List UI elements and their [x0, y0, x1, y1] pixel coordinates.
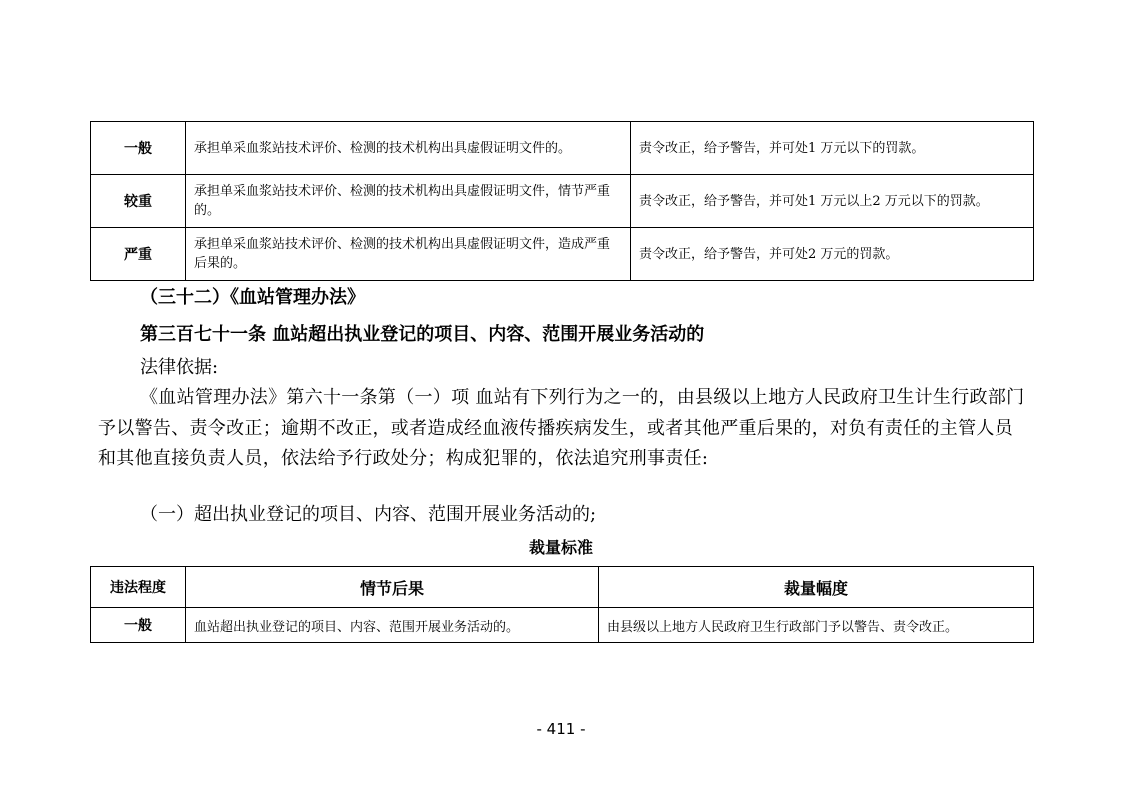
column-header-degree: 违法程度 — [91, 567, 186, 608]
penalty-cell: 责令改正，给予警告，并可处1 万元以上2 万元以下的罚款。 — [631, 175, 1034, 228]
penalty-table-continued — [90, 121, 1034, 281]
penalty-cell: 责令改正，给予警告，并可处2 万元的罚款。 — [631, 228, 1034, 281]
column-header-circumstance: 情节后果 — [186, 567, 599, 608]
article-heading: 第三百七十一条 血站超出执业登记的项目、内容、范围开展业务活动的 — [140, 324, 705, 345]
table-row — [91, 228, 1034, 281]
table-row — [91, 608, 1034, 643]
degree-cell: 一般 — [91, 122, 186, 175]
circumstance-cell: 承担单采血浆站技术评价、检测的技术机构出具虚假证明文件，情节严重的。 — [186, 175, 631, 228]
penalty-cell: 责令改正，给予警告，并可处1 万元以下的罚款。 — [631, 122, 1034, 175]
column-header-penalty: 裁量幅度 — [599, 567, 1034, 608]
penalty-cell: 由县级以上地方人民政府卫生行政部门予以警告、责令改正。 — [599, 608, 1034, 643]
item-one-text: （一）超出执业登记的项目、内容、范围开展业务活动的; — [140, 504, 597, 525]
circumstance-cell: 血站超出执业登记的项目、内容、范围开展业务活动的。 — [186, 608, 599, 643]
circumstance-cell: 承担单采血浆站技术评价、检测的技术机构出具虚假证明文件的。 — [186, 122, 631, 175]
degree-cell: 较重 — [91, 175, 186, 228]
legal-text-paragraph: 《血站管理办法》第六十一条第（一）项 血站有下列行为之一的，由县级以上地方人民政府卫生计生行政部门予以警告、责令改正；逾期不改正，或者造成经血液传播疾病发生，或者其他严重后果的，对负有责任的主管人员和其他直接负责人员，依法给予行政处分；构成犯罪的，依法追究刑事责任: — [98, 387, 1025, 469]
table-row — [91, 175, 1034, 228]
table-row — [91, 122, 1034, 175]
degree-cell: 一般 — [91, 608, 186, 643]
page-number: - 411 - — [536, 720, 586, 738]
circumstance-cell: 承担单采血浆站技术评价、检测的技术机构出具虚假证明文件，造成严重后果的。 — [186, 228, 631, 281]
table-caption: 裁量标准 — [528, 538, 593, 557]
table-header-row — [91, 567, 1034, 608]
degree-cell: 严重 — [91, 228, 186, 281]
legal-basis-label: 法律依据: — [140, 357, 219, 378]
discretion-standard-table — [90, 566, 1034, 643]
section-heading: （三十二）《血站管理办法》 — [140, 287, 365, 308]
